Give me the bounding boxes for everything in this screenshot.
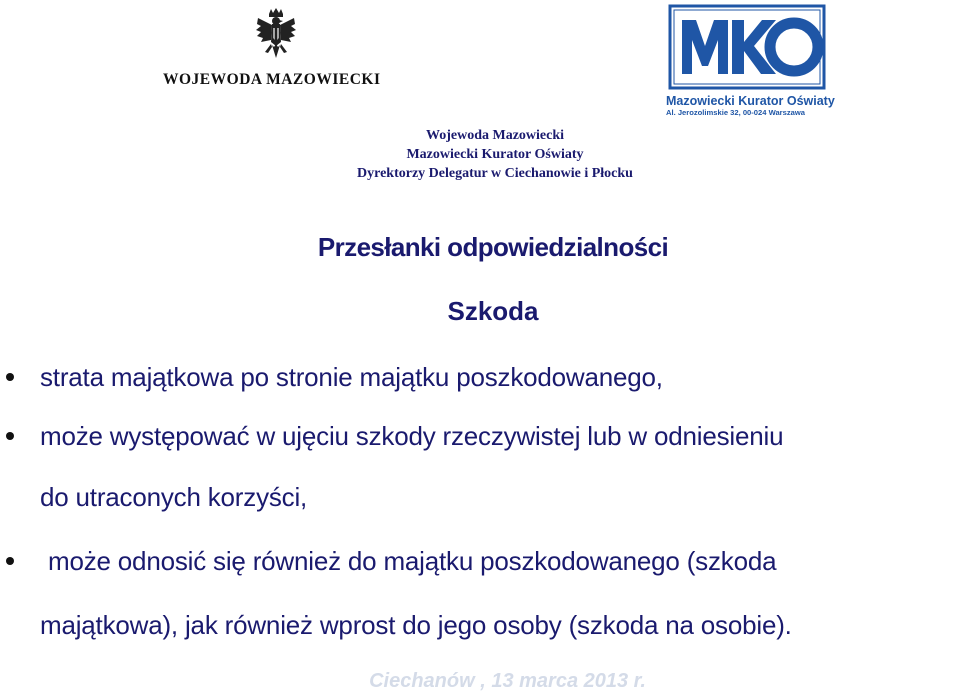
bullet-dot-3 bbox=[6, 557, 14, 565]
bullet-3-line-2: majątkowa), jak również wprost do jego osoby (szkoda na osobie). bbox=[40, 610, 792, 640]
slide-subtitle: Szkoda bbox=[447, 296, 539, 326]
bullet-3-line-1: może odnosić się również do majątku poszkodowanego (szkoda bbox=[48, 546, 777, 576]
bullet-dot-1 bbox=[6, 373, 14, 381]
mko-address: Al. Jerozolimskie 32, 00-024 Warszawa bbox=[666, 108, 806, 117]
mko-emblem bbox=[668, 4, 826, 90]
polish-eagle-emblem bbox=[255, 8, 297, 66]
mko-logo bbox=[664, 4, 834, 116]
header-line-curator: Mazowiecki Kurator Oświaty bbox=[406, 147, 584, 162]
slide-title: Przesłanki odpowiedzialności bbox=[317, 232, 669, 262]
bullet-1-line-1: strata majątkowa po stronie majątku poszkodowanego, bbox=[40, 362, 663, 392]
bullet-dot-2 bbox=[6, 432, 14, 440]
header-line-voivode: Wojewoda Mazowiecki bbox=[425, 128, 565, 143]
bullet-2-line-2: do utraconych korzyści, bbox=[40, 482, 308, 512]
header-line-directors: Dyrektorzy Delegatur w Ciechanowie i Płocku bbox=[357, 166, 633, 181]
header-block bbox=[230, 126, 760, 183]
voivode-logo bbox=[150, 8, 400, 94]
voivode-logo-text: WOJEWODA MAZOWIECKI bbox=[163, 71, 381, 88]
mko-name: Mazowiecki Kurator Oświaty bbox=[666, 94, 835, 108]
bullet-2-line-1: może występować w ujęciu szkody rzeczywistej lub w odniesieniu bbox=[40, 421, 784, 451]
slide-footer: Ciechanów , 13 marca 2013 r. bbox=[369, 670, 646, 692]
